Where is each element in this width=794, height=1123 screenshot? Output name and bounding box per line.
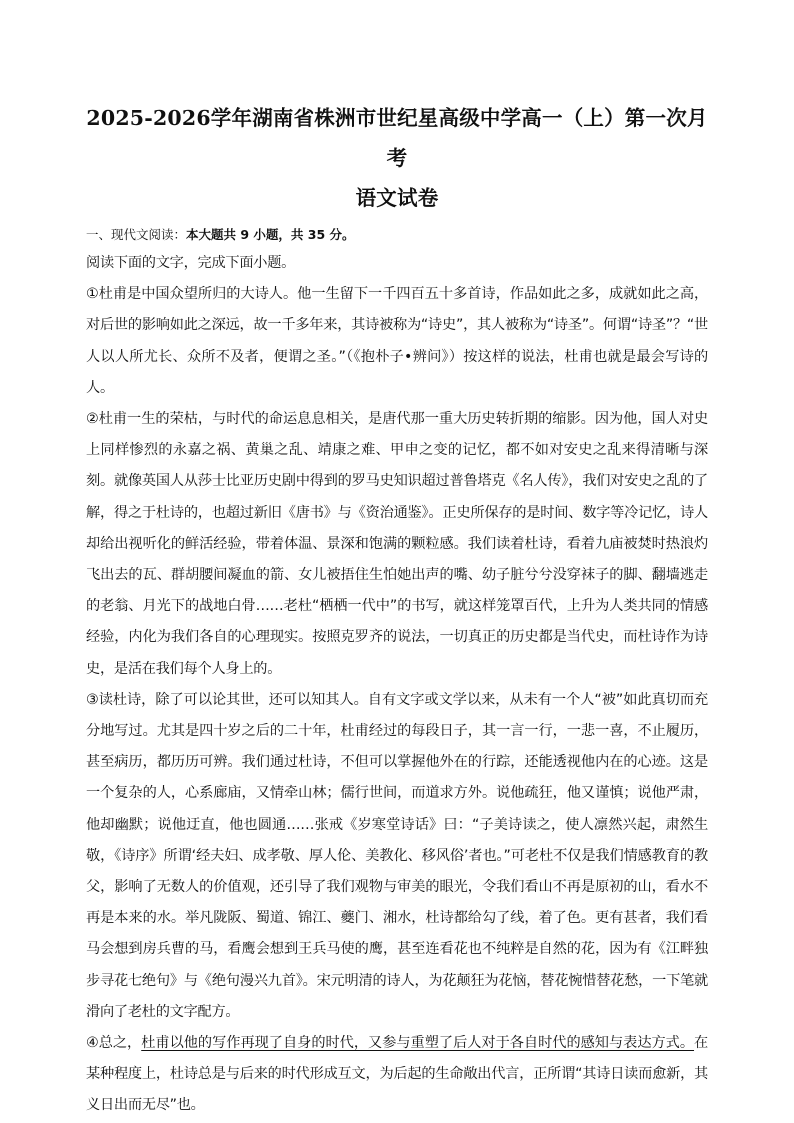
section-header-lead: 一、现代文阅读： bbox=[86, 227, 187, 242]
reading-instruction: 阅读下面的文字，完成下面小题。 bbox=[86, 255, 296, 271]
passage-paragraph-2: ②杜甫一生的荣枯，与时代的命运息息相关，是唐代那一重大历史转折期的缩影。因为他，国人对史上同样惨烈的永嘉之祸、黄巢之乱、靖康之难、甲申之变的记忆，都不如对安史之乱来得清晰与深刻。就像英国人从莎士比亚历史剧中得到的罗马史知识超过普鲁塔克《名人传》，我们对安史之乱的了解，得之于杜诗的，也超过新旧《唐书》与《资治通鉴》。正史所保存的是时间、数字等冷记忆，诗人却给出视听化的鲜活经验，带着体温、景深和饱满的颗粒感。我们读着杜诗，看着九庙被焚时热浪灼飞出去的瓦、群胡腰间凝血的箭、女儿被捂住生怕她出声的嘴、幼子脏兮兮没穿袜子的脚、翻墙逃走的老翁、月光下的战地白骨……老杜“栖栖一代中”的书写，就这样笼罩百代，上升为人类共同的情感经验，内化为我们各自的心理现实。按照克罗齐的说法，一切真正的历史都是当代史，而杜诗作为诗史，是活在我们每个人身上的。 bbox=[86, 411, 708, 677]
paragraph-4-suffix: 在某种程度上，杜诗总是与后来的时代形成互文，为后起的生命敞出代言，正所谓“其诗日读而愈新，其义日出而无尽”也。 bbox=[86, 1035, 708, 1114]
exam-title: 2025-2026学年湖南省株洲市世纪星高级中学高一（上）第一次月考 bbox=[86, 106, 708, 170]
passage-paragraph-4 bbox=[86, 1028, 708, 1122]
passage-paragraph-3: ③读杜诗，除了可以论其世，还可以知其人。自有文字或文学以来，从未有一个人“被”如此真切而充分地写过。尤其是四十岁之后的二十年，杜甫经过的每段日子，其一言一行，一悲一喜，不止履历，甚至病历，都历历可辨。我们通过杜诗，不但可以掌握他外在的行踪，还能透视他内在的心迹。这是一个复杂的人，心系廊庙，又情牵山林；儒行世间，而道求方外。说他疏狂，他又谨慎；说他严肃，他却幽默；说他迂直，他也圆通……张戒《岁寒堂诗话》曰：“子美诗读之，使人凛然兴起，肃然生敬，《诗序》所谓‘经夫妇、成孝敬、厚人伦、美教化、移风俗’者也。”可老杜不仅是我们情感教育的教父，影响了无数人的价值观，还引导了我们观物与审美的眼光，令我们看山不再是原初的山，看水不再是本来的水。举凡陇阪、蜀道、锦江、夔门、湘水，杜诗都给勾了线，着了色。更有甚者，我们看马会想到房兵曹的马，看鹰会想到王兵马使的鹰，甚至连看花也不纯粹是自然的花，因为有《江畔独步寻花七绝句》与《绝句漫兴九首》。宋元明清的诗人，为花颠狂为花恼，替花惋惜替花愁，一下笔就滑向了老杜的文字配方。 bbox=[86, 691, 708, 1020]
paragraph-4-prefix: ④总之， bbox=[86, 1035, 142, 1052]
exam-subtitle: 语文试卷 bbox=[355, 186, 439, 210]
section-header-score: 本大题共 9 小题，共 35 分。 bbox=[186, 227, 355, 242]
passage-paragraph-1: ①杜甫是中国众望所归的大诗人。他一生留下一千四百五十多首诗，作品如此之多，成就如此之高，对后世的影响如此之深远，故一千多年来，其诗被称为“诗史”，其人被称为“诗圣”。何谓“诗圣”？“世人以人所尤长、众所不及者，便谓之圣。”（《抱朴子•辨问》）按这样的说法，杜甫也就是最会写诗的人。 bbox=[86, 286, 708, 396]
underlined-sentence: 杜甫以他的写作再现了自身的时代，又参与重塑了后人对于各自时代的感知与表达方式。 bbox=[141, 1035, 695, 1052]
section-header bbox=[86, 222, 708, 248]
